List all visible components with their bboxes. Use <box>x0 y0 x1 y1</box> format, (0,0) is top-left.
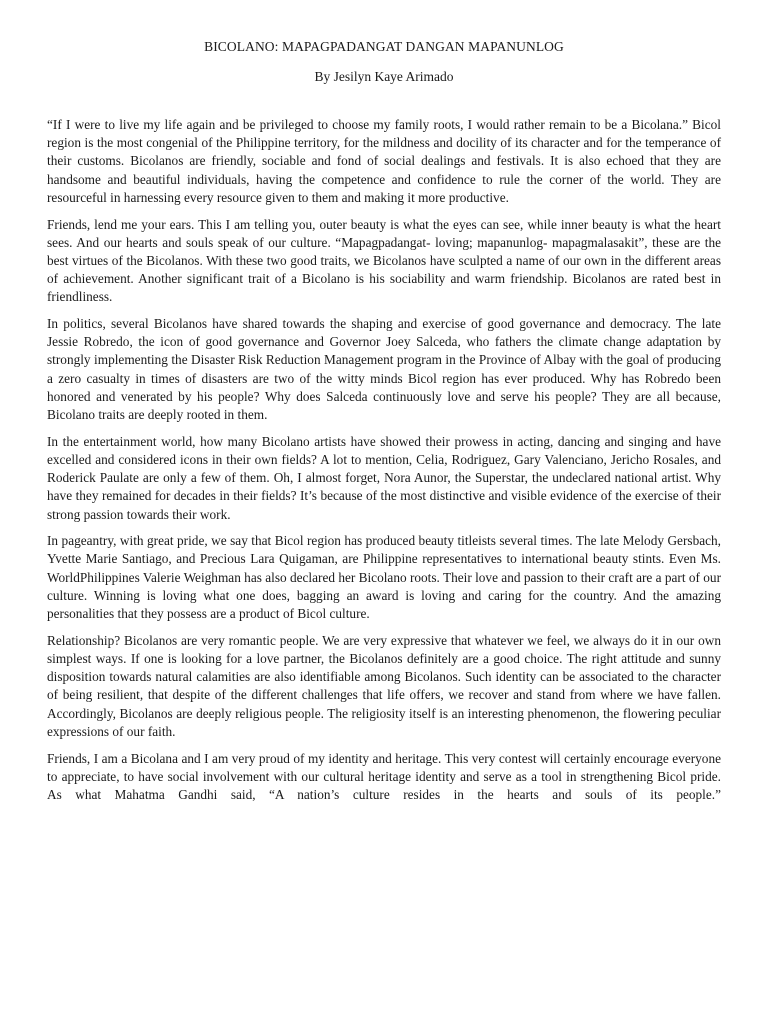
document-title: BICOLANO: MAPAGPADANGAT DANGAN MAPANUNLOG <box>204 39 564 54</box>
document-page <box>47 38 721 813</box>
paragraph-conclusion: Friends, I am a Bicolana and I am very proud of my identity and heritage. This very contest will certainly encourage everyone to appreciate, to have social involvement with our cultural heritage identity and serve as a tool in strengthening Bicol pride. As what Mahatma Gandhi said, “A nation’s culture resides in the hearts and souls of its people.” <box>47 750 721 802</box>
paragraph-pageantry: In pageantry, with great pride, we say that Bicol region has produced beauty titleists several times. The late Melody Gersbach, Yvette Marie Santiago, and Precious Lara Quigaman, are Philippine representatives to international beauty stints. Even Ms. WorldPhilippines Valerie Weighman has also declared her Bicolano roots. Their love and passion to their craft are a part of our culture. Winning is loving what one does, bagging an award is loving and caring for the country. And the amazing personalities that they possess are a product of Bicol culture. <box>47 533 721 622</box>
paragraph-virtues: Friends, lend me your ears. This I am telling you, outer beauty is what the eyes can see, while inner beauty is what the heart sees. And our hearts and souls speak of our culture. “Mapagpadangat- loving; mapanunlog- mapagmalasakit”, these are the best virtues of the Bicolanos. With these two good traits, we Bicolanos have sculpted a name of our own in the different areas of achievement. Another significant trait of a Bicolano is his sociability and warm friendship. Bicolanos are rated best in friendliness. <box>47 216 721 305</box>
author-byline: By Jesilyn Kaye Arimado <box>314 69 454 84</box>
paragraph-entertainment: In the entertainment world, how many Bicolano artists have showed their prowess in acting, dancing and singing and have excelled and considered icons in their own fields? A lot to mention, Celia, Rodriguez, Gary Valenciano, Jericho Rosales, and Roderick Paulate are only a few of them. Oh, I almost forget, Nora Aunor, the Superstar, the undeclared national artist. Why have they remained for decades in their fields? It’s because of the most distinctive and visible evidence of the exercise of their strong passion towards their work. <box>47 433 721 522</box>
paragraph-politics: In politics, several Bicolanos have shared towards the shaping and exercise of good governance and democracy. The late Jessie Robredo, the icon of good governance and Governor Joey Salceda, who fathers the climate change adaptation by strongly implementing the Disaster Risk Reduction Management program in the Province of Albay with the goal of producing a zero casualty in times of disasters are two of the witty minds Bicol region has ever produced. Why has Robredo been honored and venerated by his people? Why does Salceda continuously love and serve his people? They are all because, Bicolano traits are deeply rooted in them. <box>47 316 721 423</box>
paragraph-intro: “If I were to live my life again and be privileged to choose my family roots, I would rather remain to be a Bicolana.” Bicol region is the most congenial of the Philippine territory, for the mildness and docility of its character and for the temperance of their customs. Bicolanos are friendly, sociable and fond of social dealings and festivals. It is also echoed that they are handsome and beautiful individuals, having the competence and confidence to rule the corner of the world. They are resourceful in harnessing every resource given to them and making it more productive. <box>47 117 721 205</box>
paragraph-relationship: Relationship? Bicolanos are very romantic people. We are very expressive that whatever we feel, we always do it in our own simplest ways. If one is looking for a love partner, the Bicolanos definitely are a good choice. The right attitude and sunny disposition towards natural calamities are also identifiable among Bicolanos. Such identity can be associated to the character of being resilient, that despite of the different challenges that life offers, we recover and stand from where we have fallen. Accordingly, Bicolanos are deeply religious people. The religiosity itself is an interesting phenomenon, the flowering peculiar expressions of our faith. <box>47 632 721 739</box>
